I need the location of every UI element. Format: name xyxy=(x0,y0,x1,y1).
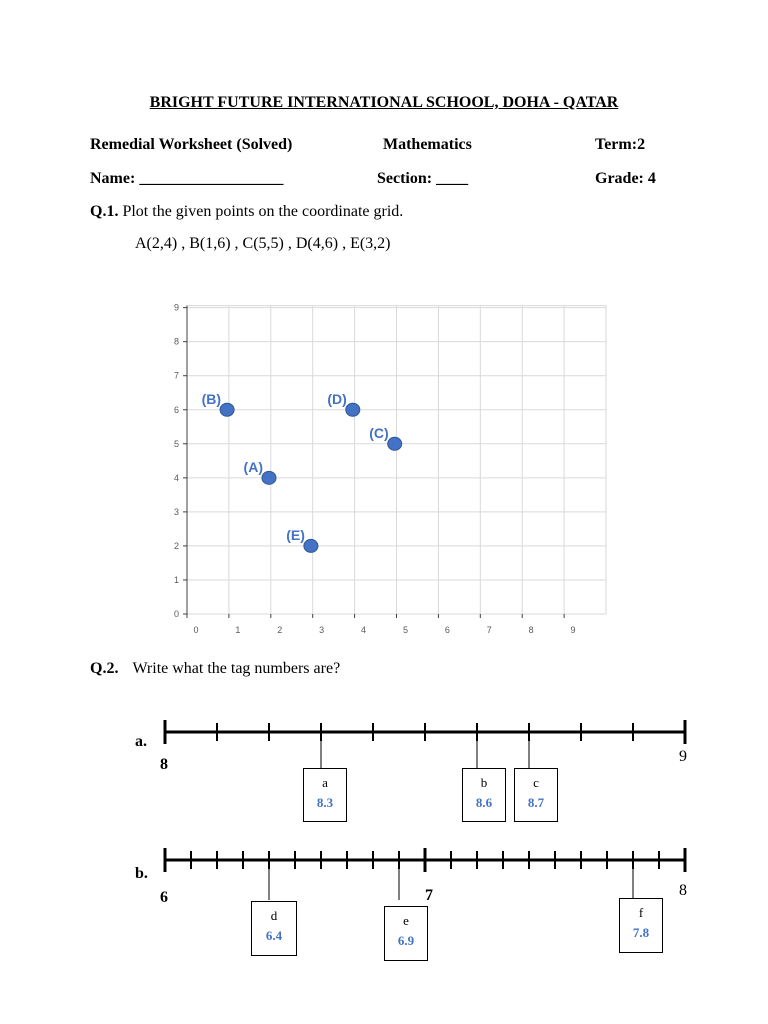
tag-d-letter: d xyxy=(270,908,278,923)
tag-a-letter: a xyxy=(322,775,328,790)
x-tick-label: 4 xyxy=(361,625,367,635)
x-tick-label: 8 xyxy=(528,625,534,635)
tag-e-letter: e xyxy=(403,913,409,928)
grade-label: Grade: 4 xyxy=(595,170,656,187)
tag-a xyxy=(303,768,347,822)
y-tick-label: 1 xyxy=(173,574,179,585)
y-tick-label: 5 xyxy=(173,438,179,449)
y-tick-label: 0 xyxy=(173,609,179,619)
y-tick-label: 8 xyxy=(173,336,179,347)
data-point xyxy=(220,403,234,416)
x-tick-label: 6 xyxy=(444,625,450,635)
x-tick-label: 7 xyxy=(486,625,492,635)
x-tick-label: 0 xyxy=(193,625,199,635)
y-tick-label: 6 xyxy=(173,404,179,415)
line-b-label: b. xyxy=(135,865,148,882)
points-list: A(2,4) , B(1,6) , C(5,5) , D(4,6) , E(3,2) xyxy=(135,235,391,252)
line-b-start: 6 xyxy=(160,889,168,906)
tag-b-letter: b xyxy=(480,775,488,790)
data-point xyxy=(346,403,360,416)
point-label: (C) xyxy=(369,424,389,441)
tag-c-answer: 8.7 xyxy=(527,795,545,810)
question-2-text: Write what the tag numbers are? xyxy=(132,660,341,677)
line-a-start: 8 xyxy=(160,756,168,773)
question-1-text: Plot the given points on the coordinate grid. xyxy=(122,203,404,220)
tag-d-answer: 6.4 xyxy=(265,928,283,943)
data-point xyxy=(388,437,402,450)
tag-e xyxy=(384,906,428,961)
point-label: (D) xyxy=(327,390,347,407)
tag-b-answer: 8.6 xyxy=(475,795,493,810)
tag-e-answer: 6.9 xyxy=(397,933,415,948)
question-2 xyxy=(90,660,340,678)
y-tick-label: 4 xyxy=(173,472,179,483)
x-tick-label: 2 xyxy=(277,625,283,635)
line-a-label: a. xyxy=(135,733,147,750)
term-label: Term:2 xyxy=(595,136,646,153)
tag-f-answer: 7.8 xyxy=(632,925,650,940)
line-a-end: 9 xyxy=(679,748,687,765)
y-tick-label: 2 xyxy=(173,540,179,551)
x-tick-label: 1 xyxy=(235,625,241,635)
question-1 xyxy=(90,203,403,221)
tag-c xyxy=(514,768,558,822)
coordinate-grid xyxy=(160,265,620,640)
point-label: (E) xyxy=(286,526,305,543)
y-tick-label: 3 xyxy=(173,506,179,517)
worksheet-title: Remedial Worksheet (Solved) xyxy=(90,136,293,153)
tag-f xyxy=(619,898,663,953)
tag-f-letter: f xyxy=(638,905,644,920)
data-point xyxy=(262,471,276,484)
x-tick-label: 3 xyxy=(319,625,325,635)
line-b-mid: 7 xyxy=(425,887,433,904)
y-tick-label: 7 xyxy=(173,370,179,381)
question-1-number: Q.1. xyxy=(90,203,119,220)
subject-label: Mathematics xyxy=(383,136,472,153)
number-line-a xyxy=(155,710,700,770)
point-label: (A) xyxy=(243,458,263,475)
tag-a-answer: 8.3 xyxy=(316,795,334,810)
x-tick-label: 9 xyxy=(570,625,576,635)
tag-d xyxy=(251,901,297,956)
line-b-end: 8 xyxy=(679,882,687,899)
x-tick-label: 5 xyxy=(402,625,408,635)
tag-c-letter: c xyxy=(533,775,539,790)
question-2-number: Q.2. xyxy=(90,660,119,677)
point-label: (B) xyxy=(201,390,222,407)
tag-b xyxy=(462,768,506,822)
name-field: Name: __________________ xyxy=(90,170,284,187)
y-tick-label: 9 xyxy=(173,302,179,313)
school-title: BRIGHT FUTURE INTERNATIONAL SCHOOL, DOHA - QATAR xyxy=(149,94,619,111)
data-point xyxy=(304,539,318,552)
section-field: Section: ____ xyxy=(377,170,469,187)
